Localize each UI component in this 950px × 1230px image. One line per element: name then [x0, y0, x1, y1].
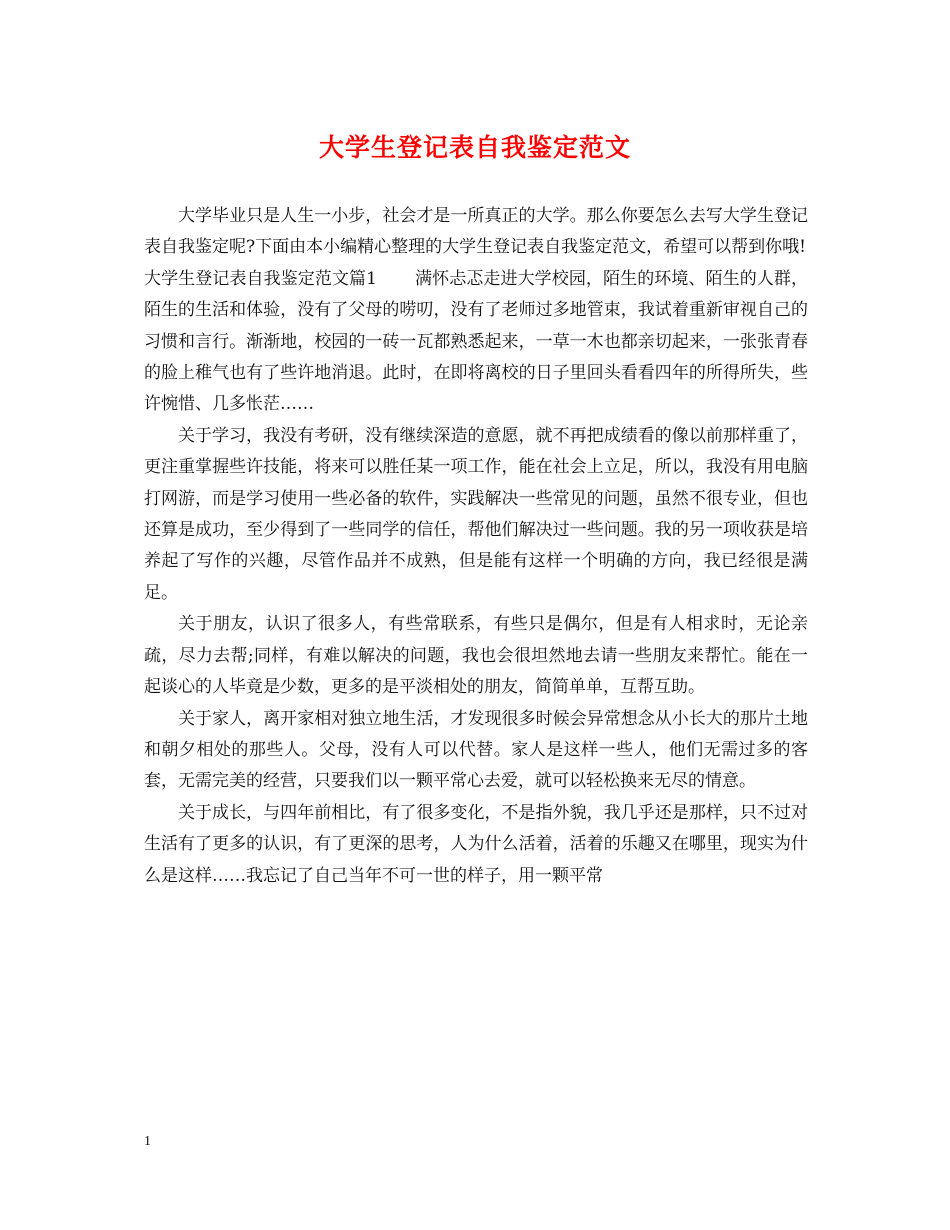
document-title: 大学生登记表自我鉴定范文 — [318, 133, 631, 162]
intro-paragraph: 大学毕业只是人生一小步，社会才是一所真正的大学。那么你要怎么去写大学生登记表自我鉴定呢?下面由本小编精心整理的大学生登记表自我鉴定范文，希望可以帮到你哦! — [144, 206, 808, 258]
friends-paragraph: 关于朋友，认识了很多人，有些常联系，有些只是偶尔，但是有人相求时，无论亲疏，尽力去帮;同样，有难以解决的问题，我也会很坦然地去请一些朋友来帮忙。能在一起谈心的人毕竟是少数，更多的是平淡相处的朋友，简简单单，互帮互助。 — [144, 614, 808, 698]
section-heading: 大学生登记表自我鉴定范文篇1 — [144, 268, 377, 289]
document-body — [144, 201, 808, 892]
section-paragraph — [144, 264, 808, 421]
page-number: 1 — [144, 1134, 151, 1149]
study-paragraph: 关于学习，我没有考研，没有继续深造的意愿，就不再把成绩看的像以前那样重了，更注重掌握些许技能，将来可以胜任某一项工作，能在社会上立足，所以，我没有用电脑打网游，而是学习使用一些必备的软件，实践解决一些常见的问题，虽然不很专业，但也还算是成功，至少得到了一些同学的信任，帮他们解决过一些问题。我的另一项收获是培养起了写作的兴趣，尽管作品并不成熟，但是能有这样一个明确的方向，我已经很是满足。 — [144, 425, 808, 603]
growth-paragraph: 关于成长，与四年前相比，有了很多变化，不是指外貌，我几乎还是那样，只不过对生活有了更多的认识，有了更深的思考，人为什么活着，活着的乐趣又在哪里，现实为什么是这样……我忘记了自己当年不可一世的样子，用一颗平常 — [144, 802, 808, 886]
section-opening-text: 满怀忐忑走进大学校园，陌生的环境、陌生的人群，陌生的生活和体验，没有了父母的唠叨，没有了老师过多地管束，我试着重新审视自己的习惯和言行。渐渐地，校园的一砖一瓦都熟悉起来，一草一木也都亲切起来，一张张青春的脸上稚气也有了些许地消退。此时，在即将离校的日子里回头看看四年的所得所失，些许惋惜、几多怅茫…… — [144, 268, 808, 415]
family-paragraph: 关于家人，离开家相对独立地生活，才发现很多时候会异常想念从小长大的那片土地和朝夕相处的那些人。父母，没有人可以代替。家人是这样一些人，他们无需过多的客套，无需完美的经营，只要我们以一颗平常心去爱，就可以轻松换来无尽的情意。 — [144, 708, 808, 792]
